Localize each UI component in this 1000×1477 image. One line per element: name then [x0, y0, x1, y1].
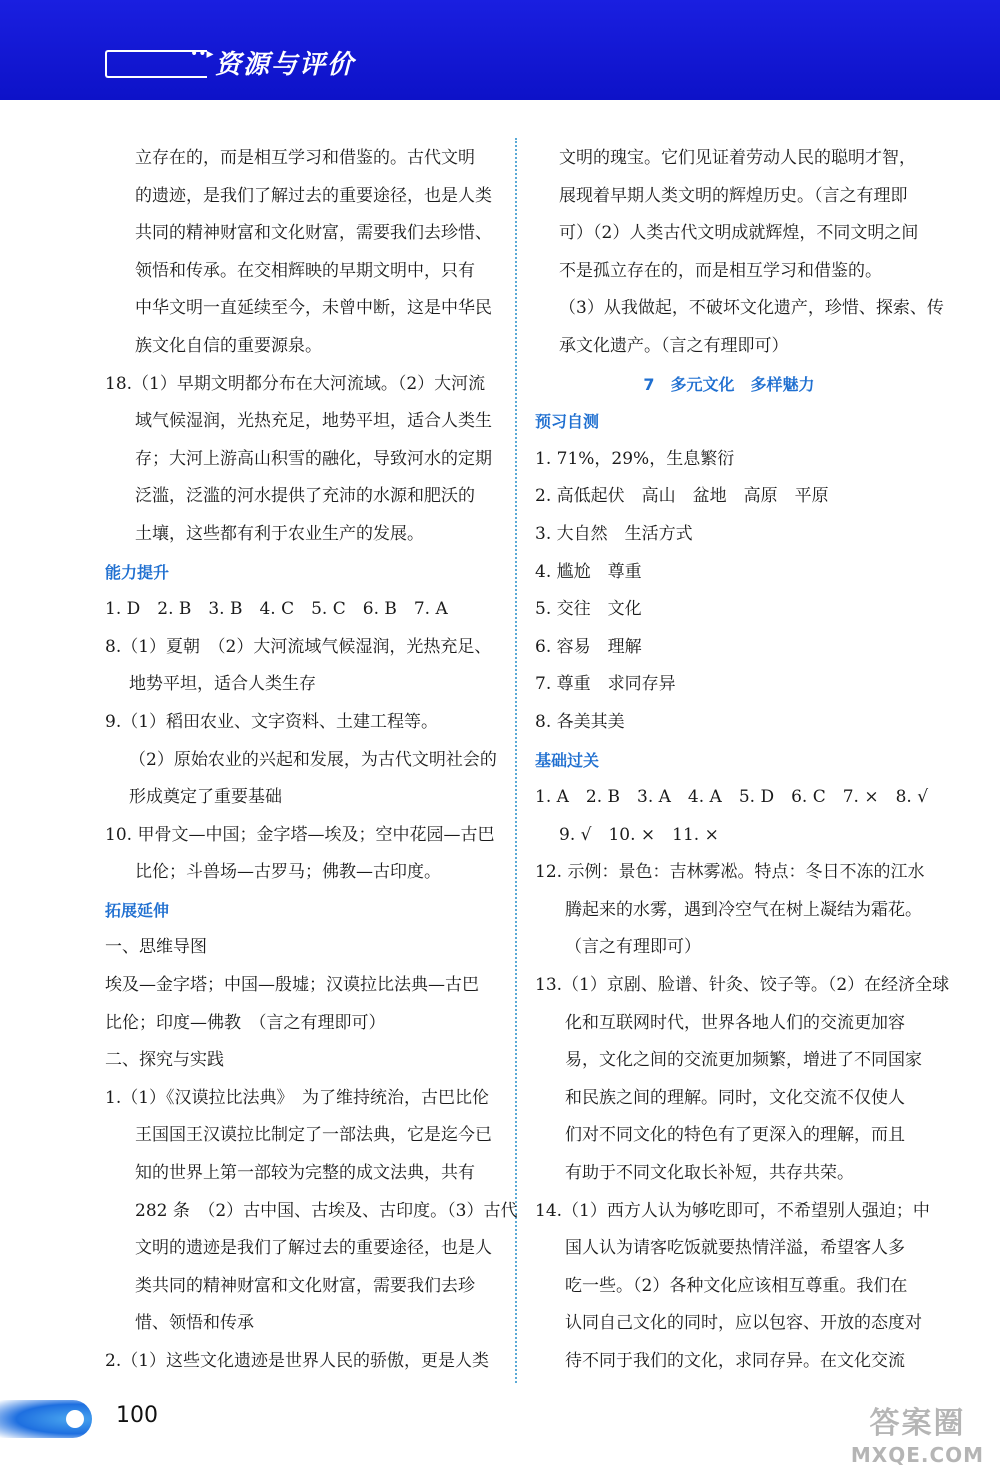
text-line: 土壤，这些都有利于农业生产的发展。	[135, 523, 424, 544]
text-line: 地势平坦，适合人类生存	[129, 674, 316, 695]
text-line: 2. 高低起伏 高山 盆地 高原 平原	[535, 486, 829, 507]
text-line: 比伦；印度—佛教 （言之有理即可）	[105, 1012, 386, 1033]
text-line: 化和互联网时代，世界各地人们的交流更加容	[565, 1012, 905, 1033]
page-header	[0, 0, 1000, 100]
text-line: 承文化遗产。（言之有理即可）	[559, 335, 789, 356]
text-line: 1. A 2. B 3. A 4. A 5. D 6. C 7. × 8. √	[535, 787, 929, 808]
text-line: 10. 甲骨文—中国；金字塔—埃及；空中花园—古巴	[105, 824, 495, 845]
text-line: 5. 交往 文化	[535, 599, 642, 620]
watermark-logo	[845, 1405, 990, 1471]
section-heading: 能力提升	[105, 562, 170, 582]
text-line: 14.（1）西方人认为够吃即可，不希望别人强迫；中	[535, 1200, 930, 1221]
text-line: 2.（1）这些文化遗迹是世界人民的骄傲，更是人类	[105, 1351, 490, 1371]
text-line: 13.（1）京剧、脸谱、针灸、饺子等。（2）在经济全球	[535, 975, 950, 996]
text-line: 不是孤立存在的，而是相互学习和借鉴的。	[559, 260, 882, 281]
text-line: 们对不同文化的特色有了更深入的理解，而且	[565, 1125, 905, 1146]
header-title: 资源与评价	[215, 50, 356, 80]
text-line: 282 条 （2）古中国、古埃及、古印度。（3）古代	[135, 1200, 518, 1221]
section-heading: 基础过关	[535, 750, 600, 770]
text-line: 类共同的精神财富和文化财富，需要我们去珍	[135, 1275, 475, 1296]
text-line: 文明的瑰宝。它们见证着劳动人民的聪明才智，	[559, 148, 916, 168]
page-number: 100	[116, 1403, 158, 1428]
section-heading: 预习自测	[535, 412, 600, 432]
text-line: 立存在的，而是相互学习和借鉴的。古代文明	[135, 148, 475, 168]
text-line: 有助于不同文化取长补短，共存共荣。	[565, 1163, 854, 1184]
text-line: （3）从我做起，不破坏文化遗产，珍惜、探索、传	[559, 298, 944, 319]
text-line: 8.（1）夏朝 （2）大河流域气候湿润，光热充足、	[105, 636, 492, 657]
section-heading: 7 多元文化 多样魅力	[643, 374, 815, 394]
text-line: 易，文化之间的交流更加频繁，增进了不同国家	[565, 1050, 922, 1071]
footer-dot-icon	[66, 1410, 84, 1428]
text-line: 惜、领悟和传承	[135, 1313, 254, 1334]
text-line: 存；大河上游高山积雪的融化，导致河水的定期	[135, 448, 492, 469]
text-line: 中华文明一直延续至今，未曾中断，这是中华民	[135, 298, 492, 319]
header-arrows-icon: ••▸	[190, 46, 214, 62]
text-line: 1. D 2. B 3. B 4. C 5. C 6. B 7. A	[105, 599, 448, 620]
section-heading: 拓展延伸	[105, 900, 170, 920]
text-line: 王国国王汉谟拉比制定了一部法典，它是迄今已	[135, 1125, 492, 1146]
text-line: 12. 示例：景色：吉林雾凇。特点：冬日不冻的江水	[535, 862, 925, 883]
text-line: 域气候湿润，光热充足，地势平坦，适合人类生	[135, 411, 492, 432]
text-line: 待不同于我们的文化，求同存异。在文化交流	[565, 1351, 905, 1371]
text-line: 展现着早期人类文明的辉煌历史。（言之有理即	[559, 185, 908, 206]
watermark-text: 答案圈	[869, 1406, 966, 1441]
text-line: 领悟和传承。在交相辉映的早期文明中，只有	[135, 260, 475, 281]
text-line: 一、思维导图	[105, 937, 207, 958]
text-line: 认同自己文化的同时，应以包容、开放的态度对	[565, 1313, 922, 1334]
text-line: 文明的遗迹是我们了解过去的重要途径，也是人	[135, 1238, 492, 1259]
text-line: 9.（1）稻田农业、文字资料、土建工程等。	[105, 711, 439, 732]
text-line: 6. 容易 理解	[535, 636, 642, 657]
text-line: 族文化自信的重要源泉。	[135, 335, 322, 356]
watermark-url: MXQE.COM	[850, 1443, 985, 1467]
text-line: （言之有理即可）	[565, 937, 701, 958]
text-line: 1. 71%，29%，生息繁衍	[535, 448, 735, 469]
text-line: 比伦；斗兽场—古罗马；佛教—古印度。	[135, 862, 441, 883]
text-line: 可）（2）人类古代文明成就辉煌，不同文明之间	[559, 223, 919, 244]
text-line: （2）原始农业的兴起和发展，为古代文明社会的	[129, 749, 497, 770]
text-line: 知的世界上第一部较为完整的成文法典，共有	[135, 1163, 475, 1184]
text-line: 共同的精神财富和文化财富，需要我们去珍惜、	[135, 223, 492, 244]
text-line: 吃一些。（2）各种文化应该相互尊重。我们在	[565, 1275, 908, 1296]
text-line: 18.（1）早期文明都分布在大河流域。（2）大河流	[105, 373, 486, 394]
text-line: 8. 各美其美	[535, 711, 625, 732]
text-line: 和民族之间的理解。同时，文化交流不仅使人	[565, 1087, 905, 1108]
text-line: 9. √ 10. × 11. ×	[559, 824, 719, 845]
text-line: 二、探究与实践	[105, 1050, 224, 1071]
text-line: 埃及—金字塔；中国—殷墟；汉谟拉比法典—古巴	[105, 975, 479, 996]
text-line: 形成奠定了重要基础	[129, 787, 282, 808]
text-line: 腾起来的水雾，遇到冷空气在树上凝结为霜花。	[565, 899, 922, 920]
text-line: 3. 大自然 生活方式	[535, 523, 693, 544]
right-column	[535, 140, 950, 1381]
text-line: 国人认为请客吃饭就要热情洋溢，希望客人多	[565, 1238, 905, 1259]
left-column	[105, 140, 518, 1381]
text-line: 的遗迹，是我们了解过去的重要途径，也是人类	[135, 185, 492, 206]
text-line: 泛滥，泛滥的河水提供了充沛的水源和肥沃的	[135, 486, 475, 507]
text-line: 1.（1）《汉谟拉比法典》 为了维持统治，古巴比伦	[105, 1087, 490, 1108]
text-line: 4. 尴尬 尊重	[535, 561, 642, 582]
text-line: 7. 尊重 求同存异	[535, 674, 676, 695]
